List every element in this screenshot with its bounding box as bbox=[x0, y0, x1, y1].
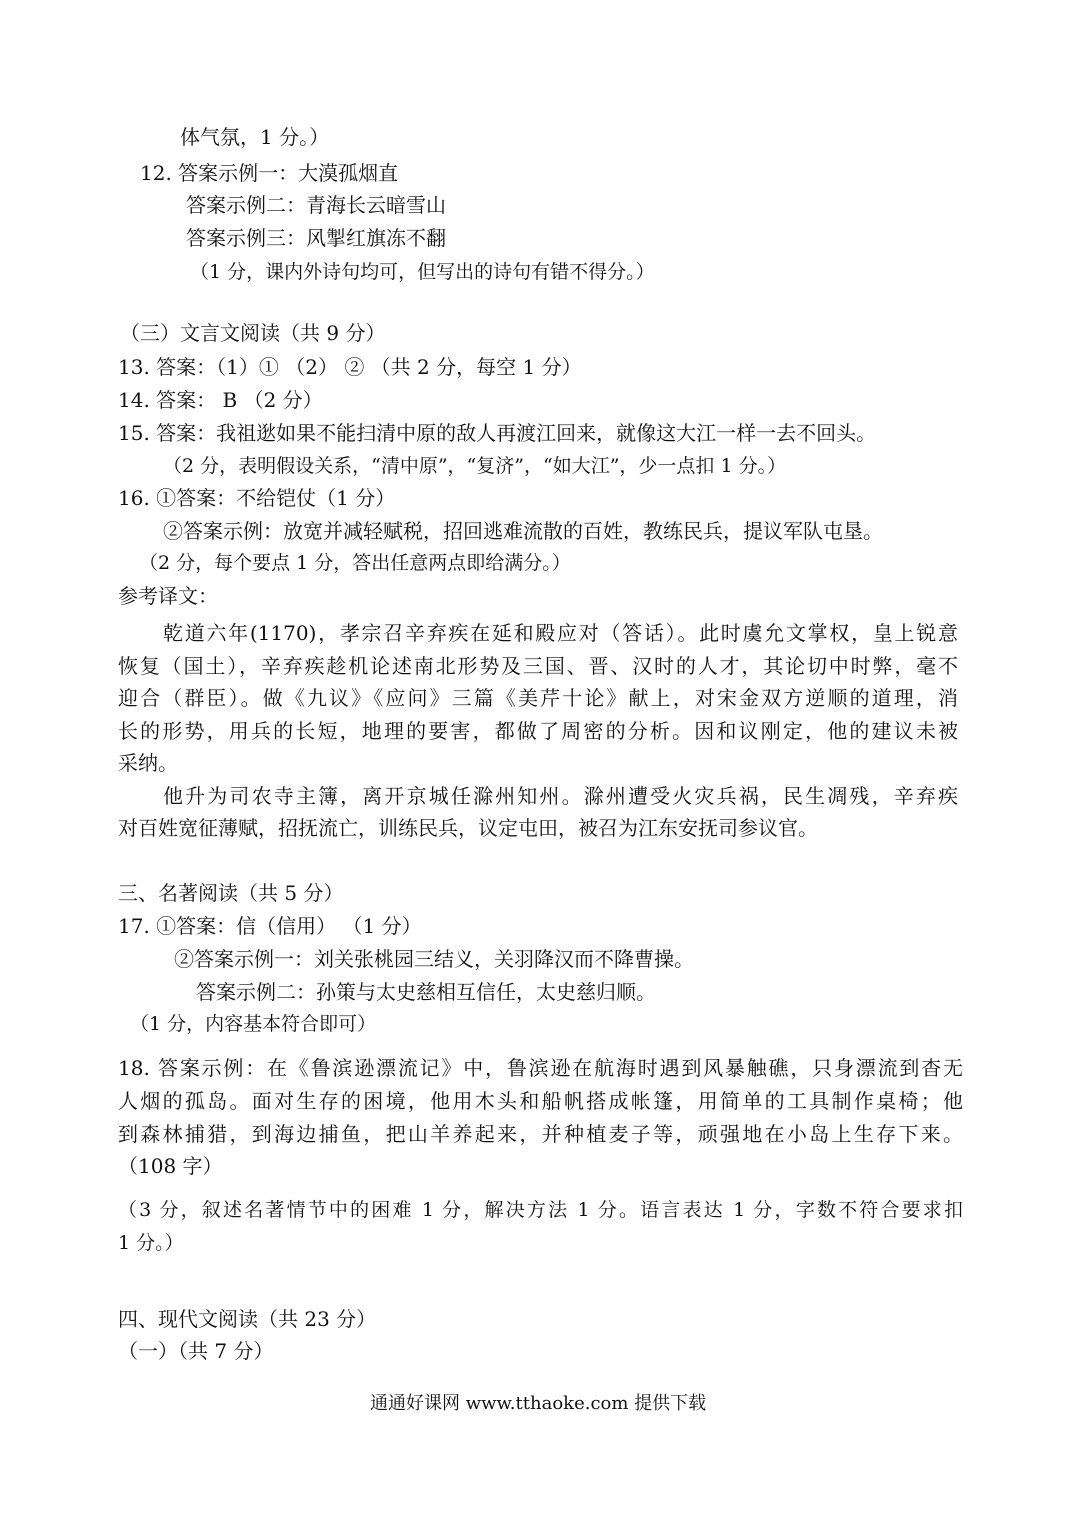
answer-12-example-1: 12. 答案示例一：大漠孤烟直 bbox=[140, 161, 399, 185]
translation-paragraph-2-line: 对百姓宽征薄赋，招抚流亡，训练民兵，议定屯田，被召为江东安抚司参议官。 bbox=[118, 816, 818, 840]
answer-18-word-count: （108 字） bbox=[118, 1154, 223, 1178]
answer-17-part-1: 17. ①答案：信（信用） （1 分） bbox=[118, 914, 422, 938]
answer-16-note: （2 分，每个要点 1 分，答出任意两点即给满分。） bbox=[139, 552, 571, 574]
section-heading-classics: 三、名著阅读（共 5 分） bbox=[118, 881, 344, 905]
answer-17-note: （1 分，内容基本符合即可） bbox=[130, 1013, 377, 1035]
answer-17-example-2: 答案示例二：孙策与太史慈相互信任，太史慈归顺。 bbox=[196, 980, 656, 1004]
answer-13: 13. 答案：（1）① （2） ② （共 2 分，每空 1 分） bbox=[118, 355, 582, 379]
translation-heading: 参考译文： bbox=[118, 584, 218, 608]
answer-18-note-cont: 1 分。） bbox=[118, 1232, 184, 1254]
translation-paragraph-1-line: 迎合（群臣）。做《九议》《应问》三篇《美芹十论》献上，对宋金双方逆顺的道理，消 bbox=[118, 686, 958, 710]
translation-paragraph-1-line: 长的形势，用兵的长短，地理的要害，都做了周密的分析。因和议刚定，他的建议未被 bbox=[118, 719, 958, 743]
answer-12-example-3: 答案示例三：风掣红旗冻不翻 bbox=[186, 226, 446, 250]
answer-15-note: （2 分，表明假设关系，“清中原”，“复济”，“如大江”，少一点扣 1 分。） bbox=[163, 455, 787, 477]
subsection-heading: （一）（共 7 分） bbox=[118, 1339, 274, 1363]
answer-14: 14. 答案： B （2 分） bbox=[118, 388, 323, 412]
answer-15: 15. 答案：我祖逖如果不能扫清中原的敌人再渡江回来，就像这大江一样一去不回头。 bbox=[118, 421, 877, 445]
answer-17-example-1: ②答案示例一：刘关张桃园三结义，关羽降汉而不降曹操。 bbox=[174, 947, 694, 971]
answer-16-part-2: ②答案示例：放宽并减轻赋税，招回逃难流散的百姓，教练民兵，提议军队屯垦。 bbox=[163, 519, 883, 543]
answer-12-example-2: 答案示例二：青海长云暗雪山 bbox=[186, 193, 446, 217]
answer-18-note: （3 分，叙述名著情节中的困难 1 分，解决方法 1 分。语言表达 1 分，字数不符合要求扣 bbox=[118, 1199, 963, 1221]
page-footer: 通通好课网 www.tthaoke.com 提供下载 bbox=[370, 1393, 707, 1414]
translation-paragraph-1-line: 乾道六年(1170)，孝宗召辛弃疾在延和殿应对（答话）。此时虞允文掌权，皇上锐意 bbox=[163, 621, 958, 645]
answer-18-line: 18. 答案示例：在《鲁滨逊漂流记》中，鲁滨逊在航海时遇到风暴触礁，只身漂流到杳无 bbox=[118, 1056, 963, 1080]
translation-paragraph-1-line: 采纳。 bbox=[118, 751, 178, 775]
answer-16-part-1: 16. ①答案：不给铠仗（1 分） bbox=[118, 486, 396, 510]
text-line: 体气氛，1 分。） bbox=[180, 125, 330, 149]
section-heading-classical: （三）文言文阅读（共 9 分） bbox=[120, 321, 386, 345]
translation-paragraph-2-line: 他升为司农寺主簿，离开京城任滁州知州。滁州遭受火灾兵祸，民生凋残，辛弃疾 bbox=[163, 784, 958, 808]
answer-12-note: （1 分，课内外诗句均可，但写出的诗句有错不得分。） bbox=[190, 261, 655, 283]
answer-18-line: 到森林捕猎，到海边捕鱼，把山羊养起来，并种植麦子等，顽强地在小岛上生存下来。 bbox=[118, 1122, 963, 1146]
translation-paragraph-1-line: 恢复（国土），辛弃疾趁机论述南北形势及三国、晋、汉时的人才，其论切中时弊，毫不 bbox=[118, 654, 958, 678]
answer-18-line: 人烟的孤岛。面对生存的困境，他用木头和船帆搭成帐篷，用简单的工具制作桌椅；他 bbox=[118, 1089, 963, 1113]
section-heading-modern: 四、现代文阅读（共 23 分） bbox=[118, 1307, 377, 1331]
